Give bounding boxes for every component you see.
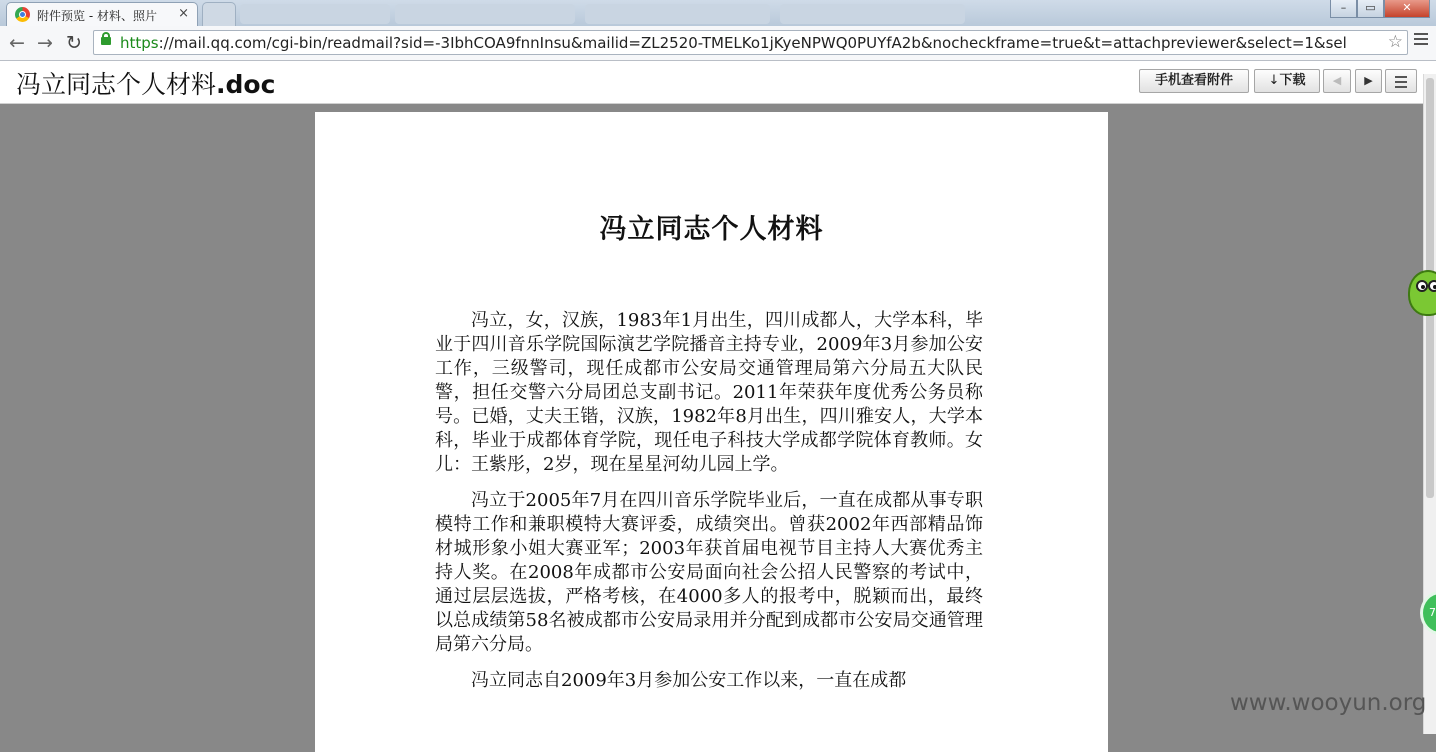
download-arrow-icon: ↓ [1268,73,1280,88]
background-tab[interactable] [395,4,575,24]
paragraph-3: 冯立同志自2009年3月参加公安工作以来，一直在成都 [471,670,907,691]
maximize-icon[interactable]: ▭ [1357,0,1384,18]
paragraph-1: 冯立，女，汉族，1983年1月出生，四川成都人，大学本科，毕业于四川音乐学院国际演艺学院播音主持专业，2009年3月参加公安工作，三级警司，现任成都市公安局交通管理局第六分局五大队民警，担任交警六分局团总支副书记。2011年荣获年度优秀公务员称号。已婚，丈夫王锴，汉族，1982年8月出生，四川雅安人，大学本科，毕业于成都体育学院，现任电子科技大学成都学院体育教师。女儿：王紫彤，2岁，现在星星河幼儿园上学。 [435,310,983,475]
minimize-icon[interactable]: – [1330,0,1357,18]
document-filename [16,65,275,101]
download-button[interactable] [1254,69,1320,93]
mobile-view-button[interactable]: 手机查看附件 [1139,69,1249,93]
vertical-scrollbar[interactable] [1423,74,1436,734]
mascot-eye-icon [1428,280,1436,292]
watermark: www.wooyun.org [1230,690,1427,716]
document-filename-name: 冯立同志个人材料 [16,70,217,99]
window-close-icon[interactable]: ✕ [1384,0,1430,18]
background-tab[interactable] [780,4,965,24]
floating-badge[interactable]: 7 [1420,591,1436,635]
background-tab[interactable] [585,4,770,24]
download-label: 下载 [1279,73,1306,88]
address-bar[interactable] [93,30,1408,55]
window-controls [1330,0,1430,18]
url-path: ://mail.qq.com/cgi-bin/readmail?sid=-3IbhCOA9fnnInsu&mailid=ZL2520-TMELKo1jKyeNPWQ0PUYfA2b&nocheckframe=true&t=attachpreviewer&select=1&sel [158,34,1347,52]
url-text[interactable] [120,34,1378,52]
background-tab[interactable] [240,4,390,24]
prev-page-button[interactable] [1323,69,1351,93]
viewer-header [0,61,1436,104]
next-page-button[interactable] [1355,69,1382,93]
document-heading: 冯立同志个人材料 [599,214,824,245]
list-menu-button[interactable] [1385,69,1417,93]
paragraph-2: 冯立于2005年7月在四川音乐学院毕业后，一直在成都从事专职模特工作和兼职模特大赛评委，成绩突出。曾获2002年西部精品饰材城形象小姐大赛亚军；2003年获首届电视节目主持人大赛优秀主持人奖。在2008年成都市公安局面向社会公招人民警察的考试中，通过层层选拔，严格考核，在4000多人的报考中，脱颖而出，最终以总成绩第58名被成都市公安局录用并分配到成都市公安局交通管理局第六分局。 [435,490,983,655]
chevron-right-icon: ▶ [1364,74,1373,87]
document-page [315,112,1108,752]
chrome-favicon-icon [15,7,30,22]
chevron-left-icon: ◀ [1332,74,1342,87]
reload-icon[interactable]: ↻ [66,32,82,54]
mascot-icon[interactable] [1408,270,1436,316]
tab-attachment-preview[interactable] [6,2,198,26]
mascot-eye-icon [1416,280,1428,292]
tab-close-icon[interactable]: × [178,6,189,21]
lock-icon [101,37,111,45]
bookmark-star-icon[interactable]: ☆ [1387,32,1403,52]
tab-title: 附件预览 - 材料、照片 [37,9,157,23]
document-body [435,309,983,705]
chrome-menu-icon[interactable] [1414,33,1428,48]
forward-arrow-icon[interactable]: → [37,32,53,54]
browser-toolbar [0,26,1436,61]
document-filename-ext: .doc [216,70,276,99]
url-scheme: https [120,34,159,52]
tab-strip [0,0,1436,26]
new-tab-button[interactable] [202,2,236,26]
back-arrow-icon[interactable]: ← [9,32,25,54]
